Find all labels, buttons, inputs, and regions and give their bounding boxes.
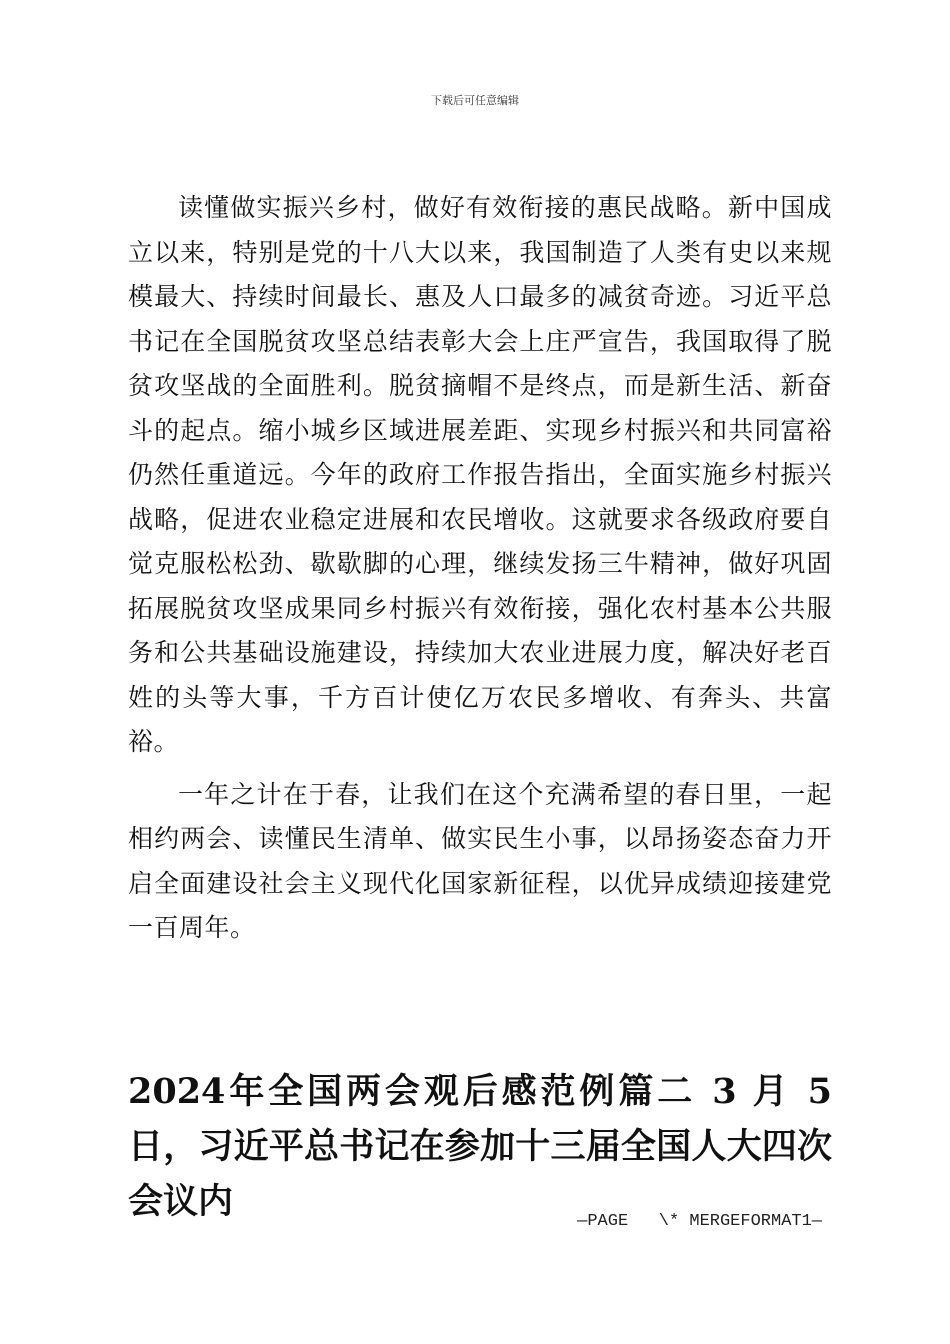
page-footer: —PAGE \* MERGEFORMAT1— [577,1212,822,1231]
document-body [128,186,832,951]
paragraph-spring-plan: 一年之计在于春，让我们在这个充满希望的春日里，一起相约两会、读懂民生清单、做实民生小事，以昂扬姿态奋力开启全面建设社会主义现代化国家新征程，以优异成绩迎接建党一百周年。 [128,779,832,942]
section-heading: 2024年全国两会观后感范例篇二 3 月 5 日，习近平总书记在参加十三届全国人大四次会议内 [128,1071,832,1222]
header-note: 下载后可任意编辑 [431,94,519,107]
paragraph-rural-revitalization: 读懂做实振兴乡村，做好有效衔接的惠民战略。新中国成立以来，特别是党的十八大以来，我国制造了人类有史以来规模最大、持续时间最长、惠及人口最多的减贫奇迹。习近平总书记在全国脱贫攻坚总结表彰大会上庄严宣告，我国取得了脱贫攻坚战的全面胜利。脱贫摘帽不是终点，而是新生活、新奋斗的起点。缩小城乡区域进展差距、实现乡村振兴和共同富裕仍然任重道远。今年的政府工作报告指出，全面实施乡村振兴战略，促进农业稳定进展和农民增收。这就要求各级政府要自觉克服松松劲、歇歇脚的心理，继续发扬三牛精神，做好巩固拓展脱贫攻坚成果同乡村振兴有效衔接，强化农村基本公共服务和公共基础设施建设，持续加大农业进展力度，解决好老百姓的头等大事，千方百计使亿万农民多增收、有奔头、共富裕。 [128,193,832,756]
